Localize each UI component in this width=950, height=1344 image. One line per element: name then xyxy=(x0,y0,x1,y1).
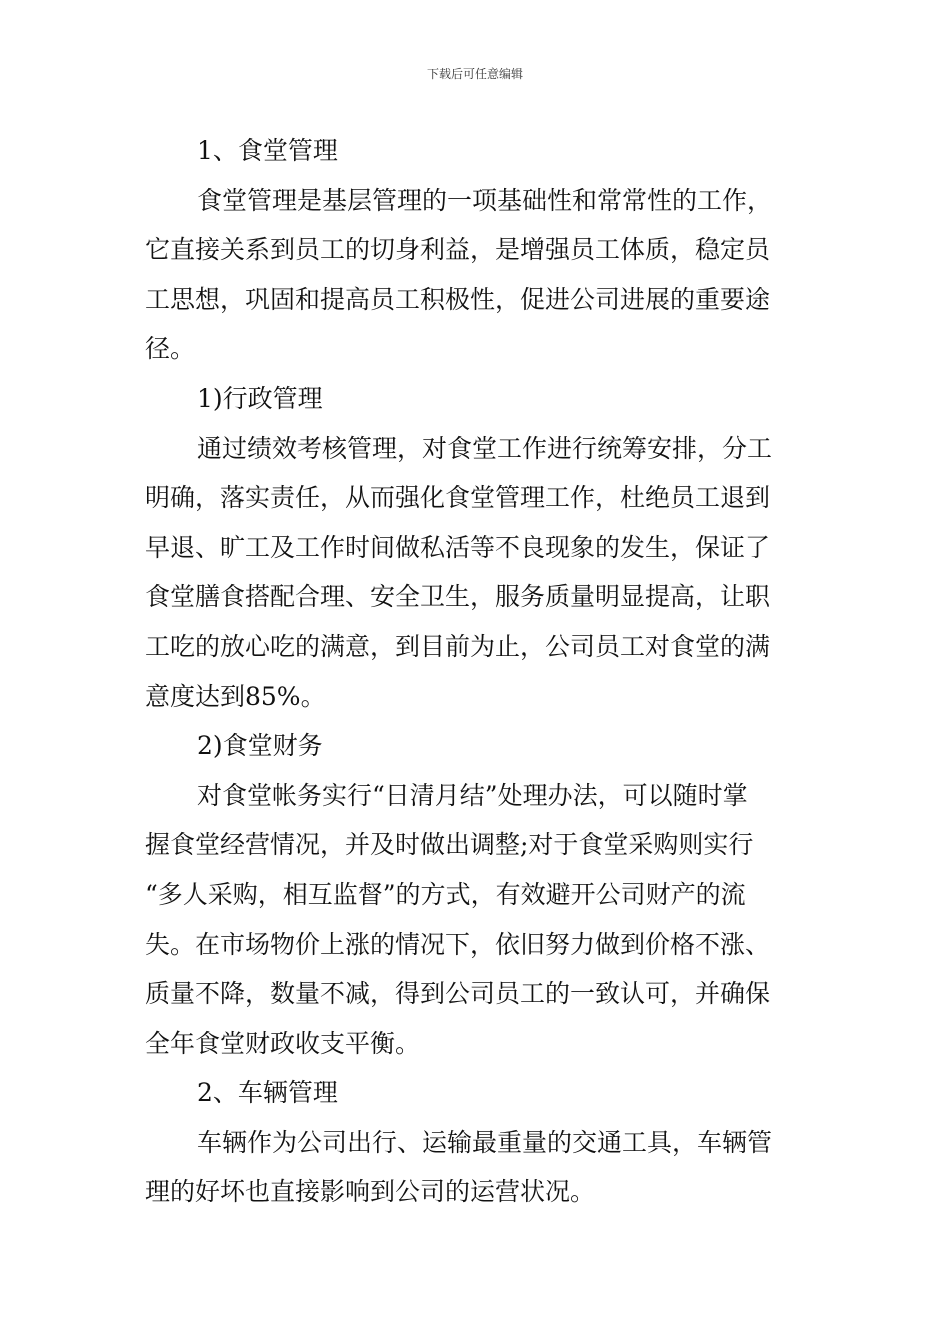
paragraph-line: 通过绩效考核管理，对食堂工作进行统筹安排，分工 xyxy=(197,433,773,463)
subheading-administrative-management: 1)行政管理 xyxy=(197,383,323,413)
paragraph-line: 对食堂帐务实行“日清月结”处理办法，可以随时掌 xyxy=(197,780,748,810)
page-header-note: 下载后可任意编辑 xyxy=(426,67,523,81)
paragraph-line: 食堂膳食搭配合理、安全卫生，服务质量明显提高，让职 xyxy=(145,582,771,612)
paragraph-line: 全年食堂财政收支平衡。 xyxy=(145,1028,421,1058)
paragraph-line: 失。在市场物价上涨的情况下，依旧努力做到价格不涨、 xyxy=(145,929,771,959)
subheading-canteen-finance: 2)食堂财务 xyxy=(197,731,323,761)
document-body xyxy=(145,126,805,1217)
heading-canteen-management: 1、食堂管理 xyxy=(197,136,338,165)
paragraph-line: 工思想，巩固和提高员工积极性，促进公司进展的重要途 xyxy=(145,284,771,314)
paragraph-line: 食堂管理是基层管理的一项基础性和常常性的工作， xyxy=(197,185,773,215)
paragraph-line: 工吃的放心吃的满意，到目前为止，公司员工对食堂的满 xyxy=(145,631,771,661)
paragraph-line: 握食堂经营情况，并及时做出调整;对于食堂采购则实行 xyxy=(145,830,754,860)
paragraph-line: 它直接关系到员工的切身利益，是增强员工体质，稳定员 xyxy=(145,235,771,265)
paragraph-line: 质量不降，数量不减，得到公司员工的一致认可，并确保 xyxy=(145,979,771,1009)
paragraph-line: 明确，落实责任，从而强化食堂管理工作，杜绝员工退到 xyxy=(145,483,771,513)
paragraph-line: 理的好坏也直接影响到公司的运营状况。 xyxy=(145,1177,596,1207)
paragraph-line: 径。 xyxy=(145,334,196,364)
paragraph-line: 意度达到85%。 xyxy=(145,681,326,711)
heading-vehicle-management: 2、车辆管理 xyxy=(197,1078,338,1108)
paragraph-line: “多人采购，相互监督”的方式，有效避开公司财产的流 xyxy=(145,879,746,909)
paragraph-line: 车辆作为公司出行、运输最重量的交通工具，车辆管 xyxy=(197,1127,773,1157)
paragraph-line: 早退、旷工及工作时间做私活等不良现象的发生，保证了 xyxy=(145,532,771,562)
